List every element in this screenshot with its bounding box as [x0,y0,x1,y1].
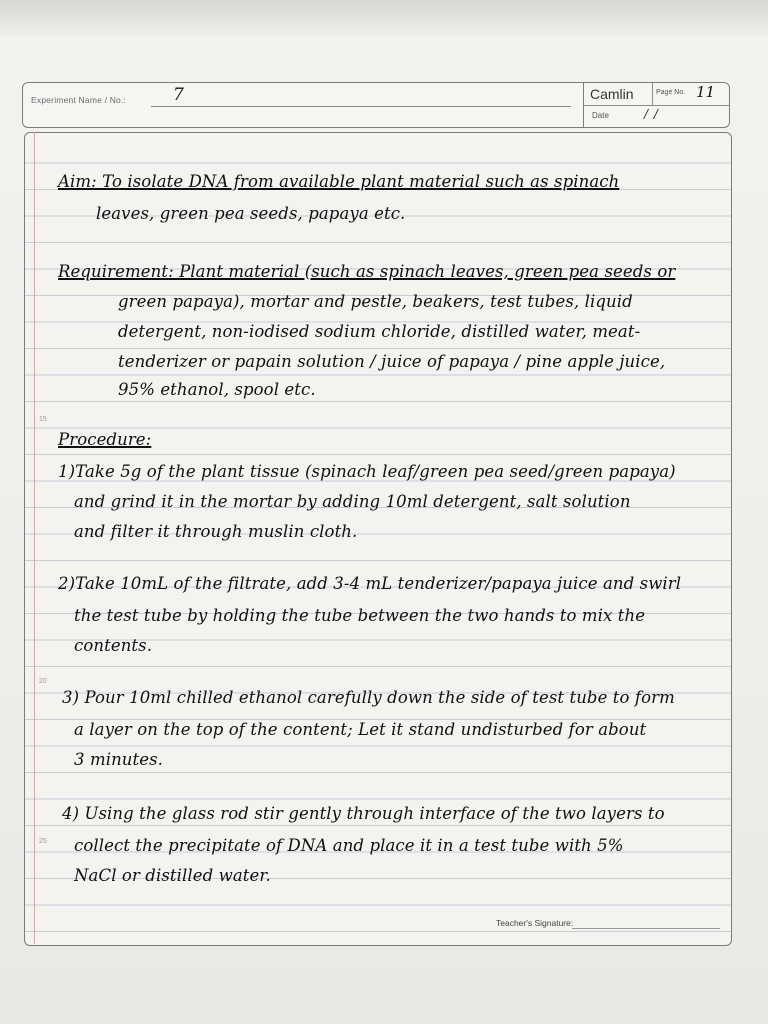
teacher-signature-label: Teacher's Signature: [496,918,574,928]
handwritten-line: collect the precipitate of DNA and place it in a test tube with 5% [74,836,624,855]
page-number-label: Page No. [656,89,686,96]
handwritten-line: tenderizer or papain solution / juice of papaya / pine apple juice, [118,352,666,371]
date-label: Date [592,111,609,120]
handwritten-line: 4) Using the glass rod stir gently through interface of the two layers to [62,804,665,823]
handwritten-line: a layer on the top of the content; Let it stand undisturbed for about [74,720,647,739]
date-value: / / [644,107,659,121]
handwritten-line: Aim: To isolate DNA from available plant material such as spinach [58,172,620,191]
experiment-value: 7 [173,85,184,105]
brand-box [583,83,730,127]
handwritten-line: detergent, non-iodised sodium chloride, distilled water, meat- [118,322,641,341]
handwritten-line: contents. [74,636,153,655]
brand-divider [584,105,730,106]
page-top-edge [0,0,768,36]
handwritten-line: 3 minutes. [74,750,164,769]
handwritten-line: leaves, green pea seeds, papaya etc. [96,204,406,223]
handwritten-line: 3) Pour 10ml chilled ethanol carefully down the side of test tube to form [62,688,675,707]
handwritten-line: and filter it through muslin cloth. [74,522,358,541]
margin-number: 25 [39,838,47,845]
handwritten-line: the test tube by holding the tube between the two hands to mix the [74,606,646,625]
experiment-label: Experiment Name / No.: [31,95,127,105]
page-number-value: 11 [696,83,716,101]
handwritten-line: green papaya), mortar and pestle, beakers, test tubes, liquid [118,292,633,311]
handwritten-line: Requirement: Plant material (such as spinach leaves, green pea seeds or [58,262,676,281]
header-frame [22,82,730,128]
handwritten-line: and grind it in the mortar by adding 10ml detergent, salt solution [74,492,631,511]
handwritten-line: NaCl or distilled water. [74,866,271,885]
margin-line [34,132,35,944]
handwritten-line: 95% ethanol, spool etc. [118,380,316,399]
experiment-underline [151,106,571,107]
handwritten-line: Procedure: [58,430,152,449]
brand-name: Camlin [590,86,634,102]
teacher-signature-line [572,928,720,929]
brand-separator [652,83,653,105]
handwritten-line: 1)Take 5g of the plant tissue (spinach leaf/green pea seed/green papaya) [58,462,676,481]
margin-number: 15 [39,416,47,423]
margin-number: 20 [39,678,47,685]
handwritten-line: 2)Take 10mL of the filtrate, add 3-4 mL tenderizer/papaya juice and swirl [58,574,682,593]
